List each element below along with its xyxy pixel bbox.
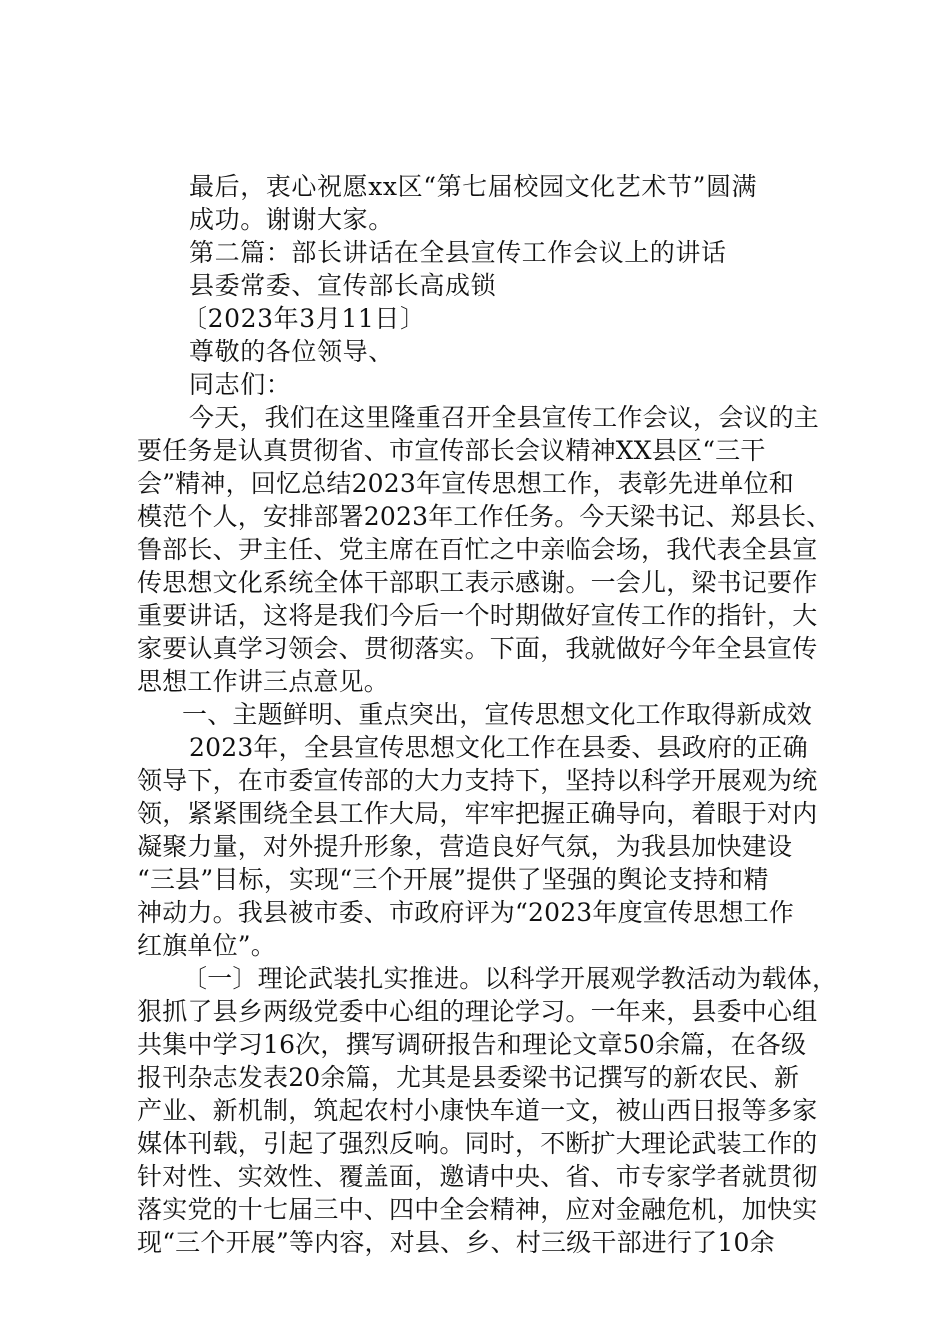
text-line: 会”精神，回忆总结2023年宣传思想工作，表彰先进单位和 [137, 469, 795, 498]
section-heading: 第二篇：部长讲话在全县宣传工作会议上的讲话 [189, 238, 727, 267]
text-line: 现“三个开展”等内容，对县、乡、村三级干部进行了10余 [137, 1228, 775, 1257]
speech-date: 〔2023年3月11日〕 [182, 304, 426, 333]
text-line: “三县”目标，实现“三个开展”提供了坚强的舆论支持和精 [137, 865, 769, 894]
section-heading: 一、主题鲜明、重点突出，宣传思想文化工作取得新成效 [182, 700, 813, 729]
text-line: 鲁部长、尹主任、党主席在百忙之中亲临会场，我代表全县宣 [137, 535, 818, 564]
text-line: 落实党的十七届三中、四中全会精神，应对金融危机，加快实 [137, 1195, 818, 1224]
text-line: 共集中学习16次，撰写调研报告和理论文章50余篇，在各级 [137, 1030, 807, 1059]
text-line: 媒体刊载，引起了强烈反响。同时，不断扩大理论武装工作的 [137, 1129, 818, 1158]
text-line: 领，紧紧围绕全县工作大局，牢牢把握正确导向，着眼于对内 [137, 799, 818, 828]
speaker-title: 县委常委、宣传部长高成锁 [189, 271, 497, 300]
text-line: 狠抓了县乡两级党委中心组的理论学习。一年来，县委中心组 [137, 997, 818, 1026]
text-line: 产业、新机制，筑起农村小康快车道一文，被山西日报等多家 [137, 1096, 818, 1125]
text-line: 针对性、实效性、覆盖面，邀请中央、省、市专家学者就贯彻 [137, 1162, 818, 1191]
text-line: 红旗单位”。 [137, 931, 276, 960]
text-line: 家要认真学习领会、贯彻落实。下面，我就做好今年全县宣传 [137, 634, 818, 663]
text-line: 领导下，在市委宣传部的大力支持下，坚持以科学开展观为统 [137, 766, 818, 795]
text-line: 模范个人，安排部署2023年工作任务。今天梁书记、郑县长、 [137, 502, 832, 531]
text-line: 最后，衷心祝愿xx区“第七届校园文化艺术节”圆满 [189, 172, 758, 201]
text-line: 思想工作讲三点意见。 [137, 667, 390, 696]
text-line: 重要讲话，这将是我们今后一个时期做好宣传工作的指针，大 [137, 601, 818, 630]
text-line: 今天，我们在这里隆重召开全县宣传工作会议，会议的主 [189, 403, 820, 432]
text-line: 要任务是认真贯彻省、市宣传部长会议精神XX县区“三干 [137, 436, 766, 465]
text-line: 成功。谢谢大家。 [189, 205, 394, 234]
salutation: 尊敬的各位领导、 [189, 337, 394, 366]
text-line: 〔一〕理论武装扎实推进。以科学开展观学教活动为载体， [182, 964, 838, 993]
salutation: 同志们： [189, 370, 292, 399]
text-line: 报刊杂志发表20余篇，尤其是县委梁书记撰写的新农民、新 [137, 1063, 800, 1092]
text-line: 凝聚力量，对外提升形象，营造良好气氛，为我县加快建设 [137, 832, 793, 861]
text-line: 2023年，全县宣传思想文化工作在县委、县政府的正确 [189, 733, 808, 762]
text-line: 传思想文化系统全体干部职工表示感谢。一会儿，梁书记要作 [137, 568, 818, 597]
text-line: 神动力。我县被市委、市政府评为“2023年度宣传思想工作 [137, 898, 795, 927]
